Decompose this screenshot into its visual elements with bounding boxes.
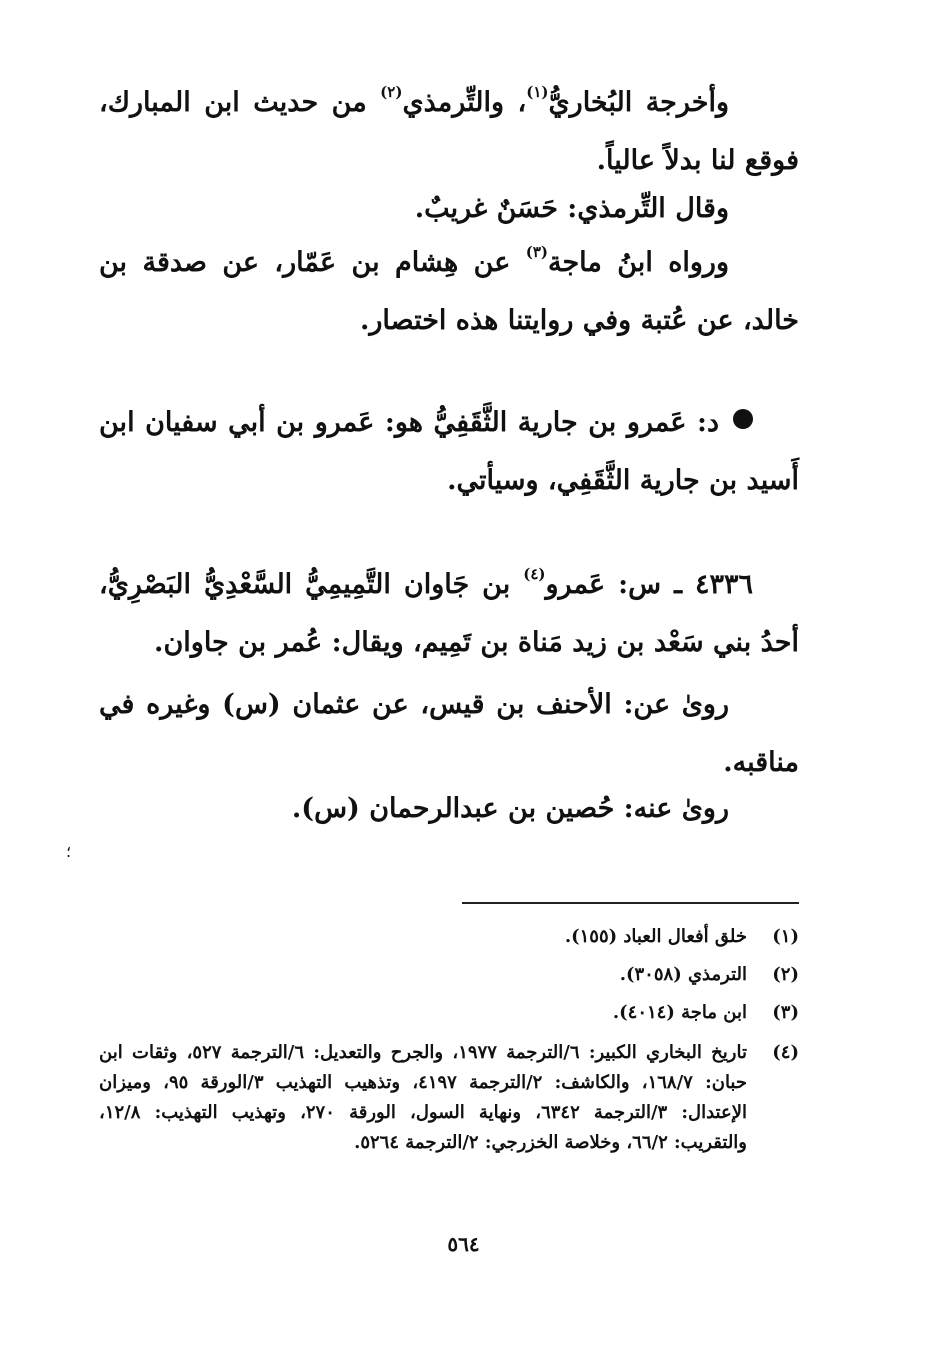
text-segment: من حديث ابن المبارك، فوقع لنا بدلاً عالياً. [99, 87, 799, 176]
text-segment: ٤٣٣٦ ـ س: عَمرو [545, 569, 753, 600]
entry-amr-ibn-jariya [99, 394, 799, 510]
page-number: ٥٦٤ [447, 1232, 480, 1256]
footnote-1 [99, 922, 799, 952]
footnote-number: (١) [772, 926, 799, 947]
entry-4336 [99, 556, 799, 672]
footnote-3 [99, 998, 799, 1028]
footnote-2 [99, 960, 799, 990]
footnote-text: ابن ماجة (٤٠١٤). [612, 1002, 747, 1023]
footnote-divider [462, 902, 799, 904]
text-segment: عن هِشام بن عَمّار، عن صدقة بن خالد، عن عُتبة وفي روايتنا هذه اختصار. [99, 247, 799, 336]
footnote-ref-2[interactable]: (٢) [380, 83, 403, 101]
text-segment: وأخرجة البُخاريُّ [548, 87, 730, 118]
text-segment: ورواه ابنُ ماجة [548, 247, 729, 278]
footnote-4 [99, 1038, 799, 1158]
footnote-number: (٢) [772, 964, 799, 985]
text-segment: بن جَاوان التَّمِيمِيُّ السَّعْدِيُّ البَصْرِيُّ، أحدُ بني سَعْد بن زيد مَناة بن تَمِيم، ويقال: عُمر بن جاوان. [99, 569, 799, 658]
paragraph-ibn-majah [99, 234, 799, 350]
footnote-text: خلق أفعال العباد (١٥٥). [564, 926, 747, 947]
paragraph-takhrij [99, 74, 799, 190]
footnote-ref-1[interactable]: (١) [526, 83, 549, 101]
paragraph-tirmidhi-grade: وقال التِّرمذي: حَسَنٌ غريبٌ. [414, 193, 729, 224]
footnote-number: (٤) [772, 1042, 799, 1063]
paragraph-narrated-by: روىٰ عنه: حُصين بن عبدالرحمان (س). [291, 793, 729, 824]
text-segment: ، والتِّرمذي [402, 87, 527, 118]
footnote-ref-3[interactable]: (٣) [525, 243, 548, 261]
footnote-number: (٣) [772, 1002, 799, 1023]
paragraph-narrated-from: روىٰ عن: الأحنف بن قيس، عن عثمان (س) وغيره في مناقبه. [99, 689, 799, 778]
bullet-icon [733, 409, 753, 429]
margin-mark: ؛ [66, 842, 72, 861]
text-segment: د: عَمرو بن جارية الثَّقَفِيُّ هو: عَمرو بن أبي سفيان ابن أَسيد بن جارية الثَّقَفِي، وسيأتي. [99, 407, 799, 496]
footnote-text: تاريخ البخاري الكبير: ٦/الترجمة ١٩٧٧، والجرح والتعديل: ٦/الترجمة ٥٢٧، وثقات ابن حبان: ١٦٨/٧، والكاشف: ٢/الترجمة ٤١٩٧، وتذهيب التهذيب ٣/الورقة ٩٥، وميزان الإعتدال: ٣/الترجمة ٦٣٤٢، ونهاية السول، الورقة ٢٧٠، وتهذيب التهذيب: ١٢/٨، والتقريب: ٦٦/٢، وخلاصة الخزرجي: ٢/الترجمة ٥٢٦٤. [99, 1042, 747, 1153]
footnote-ref-4[interactable]: (٤) [523, 565, 546, 583]
footnote-text: الترمذي (٣٠٥٨). [619, 964, 747, 985]
